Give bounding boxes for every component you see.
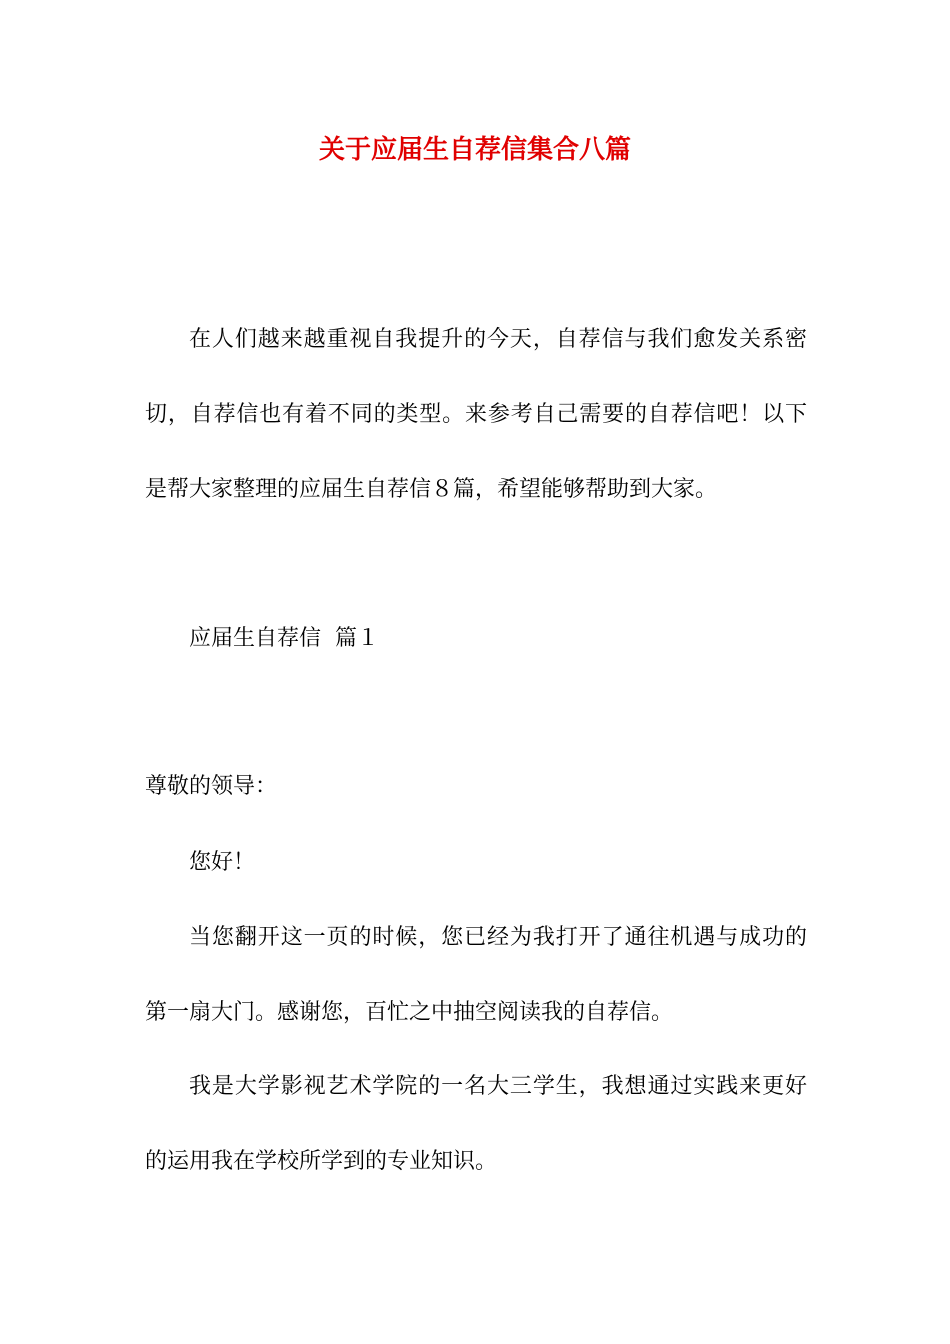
paragraph2-line-1: 我是大学影视艺术学院的一名大三学生，我想通过实践来更好 [189,1074,807,1099]
paragraph1-line-1: 当您翻开这一页的时候，您已经为我打开了通往机遇与成功的 [189,925,807,950]
section-heading: 应届生自荐信 篇１ [189,626,379,651]
salutation: 尊敬的领导： [145,774,278,799]
intro-line-2: 切，自荐信也有着不同的类型。来参考自己需要的自荐信吧！以下 [145,402,807,427]
greeting: 您好！ [189,850,256,875]
intro-line-1: 在人们越来越重视自我提升的今天，自荐信与我们愈发关系密 [189,327,807,352]
paragraph1-line-2: 第一扇大门。感谢您，百忙之中抽空阅读我的自荐信。 [145,1000,674,1025]
document-title: 关于应届生自荐信集合八篇 [318,135,631,165]
paragraph2-line-2: 的运用我在学校所学到的专业知识。 [145,1149,498,1174]
intro-line-3: 是帮大家整理的应届生自荐信８篇，希望能够帮助到大家。 [145,477,718,502]
